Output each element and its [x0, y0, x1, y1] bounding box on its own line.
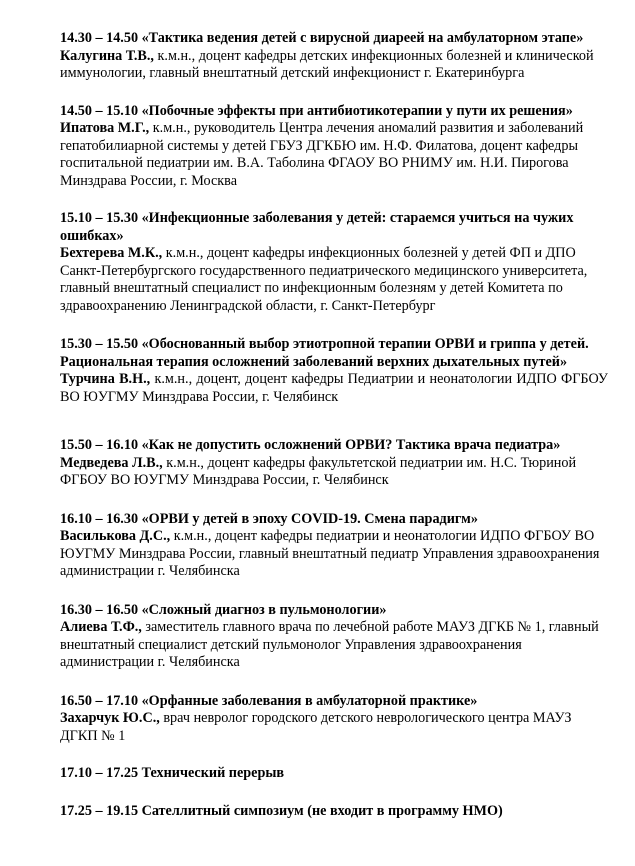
session-time: 16.50 – 17.10 [60, 692, 139, 709]
session-speaker-info [60, 528, 608, 581]
symposium-label: Сателлитный симпозиум (не входит в программу НМО) [141, 802, 503, 819]
symposium-time: 17.25 – 19.15 [60, 802, 139, 819]
break-label: Технический перерыв [141, 765, 285, 781]
session-title [60, 693, 608, 711]
break-entry [60, 765, 608, 783]
session-speaker-info [60, 120, 608, 190]
session-speaker-info [60, 48, 608, 83]
speaker-details: врач невролог городского детского неврологического центра МАУЗ ДГКП № 1 [60, 710, 572, 744]
session-time: 16.30 – 16.50 [60, 601, 139, 618]
session-time: 14.50 – 15.10 [60, 102, 139, 119]
program-page [60, 30, 608, 820]
speaker-name: Бехтерева М.К., [60, 245, 163, 261]
speaker-name: Турчина В.Н., [60, 371, 151, 387]
speaker-name: Калугина Т.В., [60, 47, 154, 64]
speaker-details: к.м.н., руководитель Центра лечения аномалий развития и заболеваний гепатобилиарной системы у детей ГБУЗ ДГКБЮ им. Н.Ф. Филатова, доцент кафедры госпитальной педиатрии им. В.А. Таболина ФГАОУ ВО РНИМУ им. Н.И. Пирогова Минздрава России, г. Москва [60, 120, 584, 189]
session-title [60, 103, 608, 121]
speaker-name: Василькова Д.С., [60, 528, 171, 544]
session-speaker-info [60, 455, 608, 490]
session-time: 15.30 – 15.50 [60, 336, 139, 352]
speaker-details: к.м.н., доцент кафедры педиатрии и неонатологии ИДПО ФГБОУ ВО ЮУГМУ Минздрава России, главный внештатный педиатр Управления здравоохранения администрации г. Челябинска [60, 528, 600, 579]
speaker-details: к.м.н., доцент кафедры факультетской педиатрии им. Н.С. Тюриной ФГБОУ ВО ЮУГМУ Минздрава России, г. Челябинск [60, 454, 577, 488]
session-speaker-info [60, 245, 608, 315]
session-time: 15.10 – 15.30 [60, 210, 139, 226]
speaker-name: Медведева Л.В., [60, 454, 163, 471]
session-title [60, 210, 608, 245]
session-topic: «Инфекционные заболевания у детей: стараемся учиться на чужих ошибках» [60, 210, 574, 244]
session-topic: «ОРВИ у детей в эпоху COVID-19. Смена парадигм» [141, 510, 478, 527]
session-6 [60, 511, 608, 581]
session-7 [60, 602, 608, 672]
break-title [60, 765, 608, 783]
session-topic: «Тактика ведения детей с вирусной диареей на амбулаторном этапе» [141, 30, 584, 46]
session-2 [60, 103, 608, 191]
session-4 [60, 336, 608, 406]
session-topic: «Побочные эффекты при антибиотикотерапии у пути их решения» [141, 102, 573, 119]
session-title [60, 30, 608, 48]
symposium-entry [60, 803, 608, 821]
session-title [60, 336, 608, 371]
session-topic: «Обоснованный выбор этиотропной терапии ОРВИ и гриппа у детей. Рациональная терапия осложнений заболеваний верхних дыхательных путей» [60, 336, 589, 370]
session-title [60, 602, 608, 620]
session-title [60, 511, 608, 529]
session-topic: «Орфанные заболевания в амбулаторной практике» [141, 692, 478, 709]
session-speaker-info [60, 619, 608, 672]
session-1 [60, 30, 608, 83]
session-topic: «Сложный диагноз в пульмонологии» [141, 601, 387, 618]
symposium-title [60, 803, 608, 821]
session-speaker-info [60, 371, 608, 406]
session-time: 14.30 – 14.50 [60, 30, 139, 46]
speaker-name: Ипатова М.Г., [60, 120, 150, 136]
session-8 [60, 693, 608, 746]
session-5 [60, 437, 608, 490]
session-topic: «Как не допустить осложнений ОРВИ? Тактика врача педиатра» [141, 437, 561, 453]
speaker-name: Захарчук Ю.С., [60, 710, 160, 726]
session-speaker-info [60, 710, 608, 745]
speaker-details: к.м.н., доцент кафедры инфекционных болезней у детей ФП и ДПО Санкт-Петербургского государственного педиатрического медицинского университета, главный внештатный специалист по инфекционным болезням у детей Комитета по здравоохранению Ленинградской области, г. Санкт-Петербург [60, 245, 588, 314]
break-time: 17.10 – 17.25 [60, 765, 139, 781]
session-time: 15.50 – 16.10 [60, 437, 139, 453]
speaker-details: к.м.н., доцент, доцент кафедры Педиатрии и неонатологии ИДПО ФГБОУ ВО ЮУГМУ Минздрава России, г. Челябинск [60, 371, 608, 405]
speaker-details: заместитель главного врача по лечебной работе МАУЗ ДГКБ № 1, главный внештатный специалист детский пульмонолог Управления здравоохранения администрации г. Челябинска [60, 619, 599, 670]
session-title [60, 437, 608, 455]
session-time: 16.10 – 16.30 [60, 510, 139, 527]
speaker-name: Алиева Т.Ф., [60, 619, 142, 635]
speaker-details: к.м.н., доцент кафедры детских инфекционных болезней и клинической иммунологии, главный внештатный детский инфекционист г. Екатеринбурга [60, 47, 594, 81]
session-3 [60, 210, 608, 315]
